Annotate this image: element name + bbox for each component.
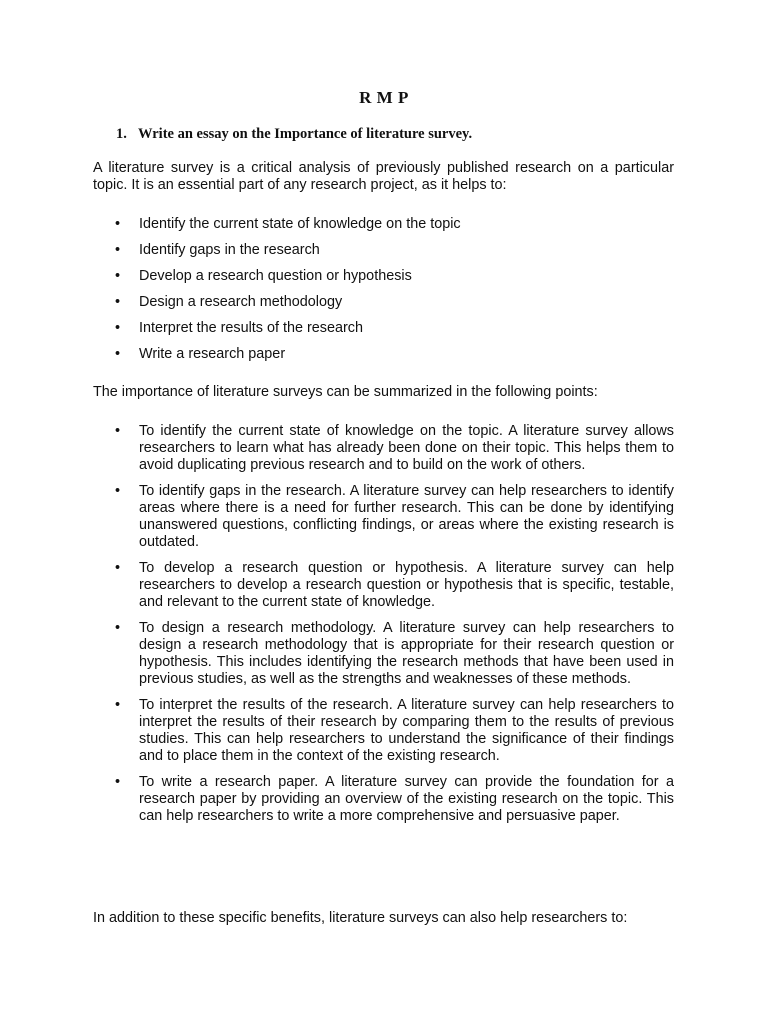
bullet-icon: • bbox=[115, 294, 121, 310]
list-item bbox=[93, 423, 674, 474]
bullet-icon: • bbox=[115, 620, 121, 636]
list-item bbox=[93, 346, 674, 363]
list-item-text: To identify the current state of knowledge on the topic. A literature survey allows researchers to learn what has already been done on their topic. This helps them to avoid duplicating previous research and to build on the work of others. bbox=[139, 423, 674, 473]
list-item bbox=[93, 268, 674, 285]
question-number: 1. bbox=[116, 126, 127, 142]
question-heading bbox=[116, 126, 472, 143]
list-item bbox=[93, 620, 674, 688]
bullet-icon: • bbox=[115, 242, 121, 258]
list-item bbox=[93, 774, 674, 825]
list-item-text: To interpret the results of the research. A literature survey can help researchers to interpret the results of their research by comparing them to the results of previous studies. This can help researchers to understand the significance of their findings and to place them in the context of the existing research. bbox=[139, 697, 674, 764]
list-item-text: Identify the current state of knowledge on the topic bbox=[139, 216, 461, 232]
helps-list bbox=[93, 216, 674, 372]
bullet-icon: • bbox=[115, 774, 121, 790]
list-item-text: To develop a research question or hypothesis. A literature survey can help researchers to develop a research question or hypothesis that is specific, testable, and relevant to the current state of knowledge. bbox=[139, 560, 674, 610]
list-item bbox=[93, 560, 674, 611]
bullet-icon: • bbox=[115, 560, 121, 576]
closing-paragraph: In addition to these specific benefits, literature surveys can also help researchers to: bbox=[93, 910, 628, 926]
list-item-text: To design a research methodology. A literature survey can help researchers to design a research methodology that is appropriate for their research question or hypothesis. This includes identifying the research methods that have been used in previous studies, as well as the strengths and weaknesses of these methods. bbox=[139, 620, 674, 687]
bullet-icon: • bbox=[115, 423, 121, 439]
bullet-icon: • bbox=[115, 346, 121, 362]
list-item-text: To write a research paper. A literature survey can provide the foundation for a research paper by providing an overview of the existing research on the topic. This can help researchers to write a more comprehensive and persuasive paper. bbox=[139, 774, 674, 824]
list-item bbox=[93, 294, 674, 311]
bullet-icon: • bbox=[115, 216, 121, 232]
bullet-icon: • bbox=[115, 697, 121, 713]
list-item bbox=[93, 483, 674, 551]
list-item bbox=[93, 242, 674, 259]
list-item-text: Interpret the results of the research bbox=[139, 320, 363, 336]
list-item bbox=[93, 216, 674, 233]
list-item-text: Design a research methodology bbox=[139, 294, 343, 310]
bullet-icon: • bbox=[115, 268, 121, 284]
list-item-text: To identify gaps in the research. A literature survey can help researchers to identify areas where there is a need for further research. This can be done by identifying unanswered questions, conflicting findings, or areas where the existing research is outdated. bbox=[139, 483, 674, 550]
bullet-icon: • bbox=[115, 483, 121, 499]
list-item-text: Write a research paper bbox=[139, 346, 286, 362]
points-list bbox=[93, 423, 674, 834]
bullet-icon: • bbox=[115, 320, 121, 336]
list-item bbox=[93, 697, 674, 765]
intro-paragraph: A literature survey is a critical analysis of previously published research on a particular topic. It is an essential part of any research project, as it helps to: bbox=[93, 160, 674, 193]
list-item bbox=[93, 320, 674, 337]
document-title: R M P bbox=[359, 88, 409, 107]
list-item-text: Develop a research question or hypothesis bbox=[139, 268, 412, 284]
question-text: Write an essay on the Importance of literature survey. bbox=[138, 126, 473, 142]
summary-intro-paragraph: The importance of literature surveys can be summarized in the following points: bbox=[93, 384, 598, 400]
list-item-text: Identify gaps in the research bbox=[139, 242, 320, 258]
